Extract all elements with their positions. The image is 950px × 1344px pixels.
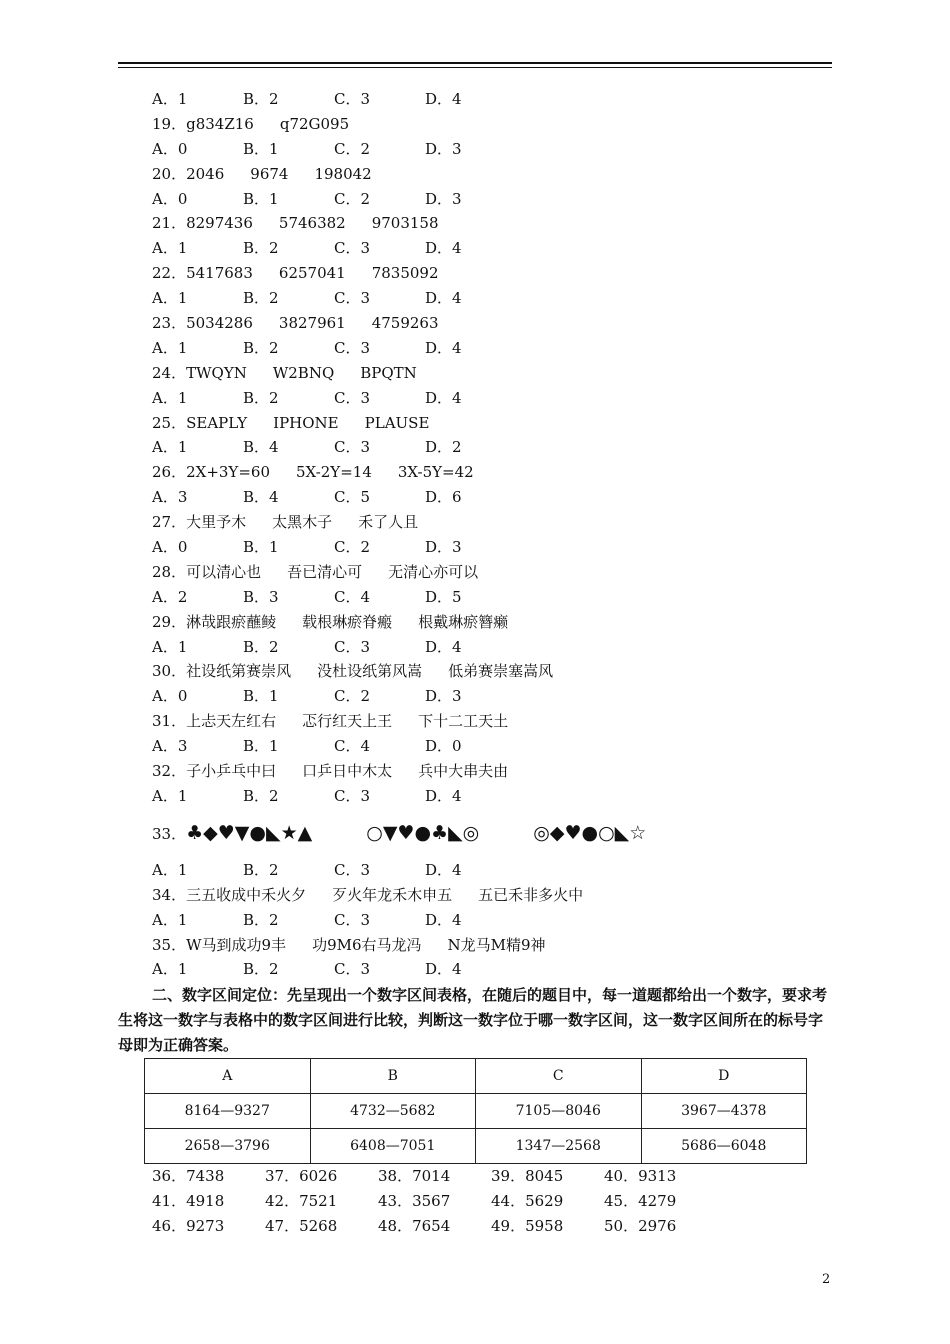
answer-option: D．4 [425, 960, 462, 979]
question-item: W马到成功9丰 [186, 935, 287, 954]
question-number: 29． [152, 612, 187, 631]
answer-options [152, 435, 842, 460]
answer-option: A．1 [152, 239, 188, 258]
section-heading: 二、数字区间定位：先呈现出一个数字区间表格，在随后的题目中，每一道题都给出一个数字，要求考生将这一数字与表格中的数字区间进行比较，判断这一数字位于哪一数字区间，这一数字区间所在的标号字母即为正确答案。 [118, 986, 828, 1054]
number-question: 36．7438 [152, 1167, 225, 1185]
answer-option: B．2 [243, 637, 279, 656]
number-question: 44．5629 [491, 1192, 564, 1210]
question-line [152, 361, 842, 386]
answer-option: A．0 [152, 687, 188, 706]
question-number: 34． [152, 885, 187, 904]
answer-option: B．2 [243, 960, 279, 979]
answer-option: A．1 [152, 786, 188, 805]
question-number: 32． [152, 762, 187, 781]
question-item: BPQTN [360, 363, 417, 382]
question-item: 8297436 [186, 214, 253, 233]
answer-options [152, 87, 842, 112]
number-question: 46．9273 [152, 1217, 225, 1235]
range-table-row [145, 1129, 807, 1164]
answer-option: B．1 [243, 139, 279, 158]
question-item: ◎◆♥●○◣☆ [533, 821, 647, 844]
answer-option: D．4 [425, 388, 462, 407]
answer-options [152, 858, 842, 883]
answer-options [152, 286, 842, 311]
answer-options [152, 485, 842, 510]
question-number: 21． [152, 214, 187, 233]
answer-options [152, 386, 842, 411]
answer-option: D．6 [425, 488, 462, 507]
question-item: 三五收成中禾火夕 [186, 885, 307, 904]
question-number: 22． [152, 264, 187, 283]
question-item: 低弟赛崇塞嵩风 [448, 662, 554, 681]
answer-option: A．1 [152, 338, 188, 357]
answer-option: C．2 [334, 687, 371, 706]
number-question: 37．6026 [265, 1167, 338, 1185]
answer-option: A．0 [152, 189, 188, 208]
range-cell: 5686—6048 [641, 1129, 807, 1164]
answer-option: B．1 [243, 687, 279, 706]
question-item: 大里予木 [186, 513, 247, 532]
answer-option: C．3 [334, 338, 371, 357]
question-line [152, 411, 842, 436]
range-table-row [145, 1094, 807, 1129]
column-header-b: B [310, 1059, 476, 1094]
answer-option: D．4 [425, 637, 462, 656]
question-item: 功9M6右马龙冯 [312, 935, 422, 954]
question-number: 25． [152, 413, 187, 432]
question-item: 9703158 [371, 214, 439, 233]
answer-option: B．4 [243, 438, 279, 457]
answer-options [152, 336, 842, 361]
number-question: 39．8045 [491, 1167, 564, 1185]
answer-option: C．2 [334, 189, 371, 208]
question-item: 兵中大串夫由 [418, 762, 509, 781]
question-item: 社设纸第赛崇风 [186, 662, 292, 681]
answer-option: D．3 [425, 687, 462, 706]
question-item: SEAPLY [186, 413, 248, 432]
question-number: 24． [152, 363, 187, 382]
answer-options [152, 957, 842, 982]
question-item: 根戴琳瘀簪癞 [418, 612, 509, 631]
answer-option: B．2 [243, 239, 279, 258]
answer-option: D．4 [425, 860, 462, 879]
question-line [152, 659, 842, 684]
question-item: q72G095 [279, 114, 350, 133]
answer-option: C．3 [334, 289, 371, 308]
column-header-d: D [641, 1059, 807, 1094]
question-item: 4759263 [371, 314, 439, 333]
answer-option: B．2 [243, 786, 279, 805]
question-line [152, 510, 842, 535]
question-line [152, 709, 842, 734]
question-number: 26． [152, 463, 187, 482]
question-line [152, 112, 842, 137]
answer-option: C．5 [334, 488, 371, 507]
question-item: 可以清心也 [186, 562, 262, 581]
number-question: 48．7654 [378, 1217, 451, 1235]
question-item: 198042 [314, 164, 372, 183]
answer-options [152, 908, 842, 933]
answer-option: A．1 [152, 860, 188, 879]
question-item: 5417683 [186, 264, 253, 283]
range-cell: 2658—3796 [145, 1129, 311, 1164]
answer-option: B．2 [243, 289, 279, 308]
range-cell: 6408—7051 [310, 1129, 476, 1164]
question-item: 下十二工天土 [418, 712, 509, 731]
range-table [144, 1058, 807, 1164]
number-row [152, 1214, 677, 1239]
answer-option: D．4 [425, 786, 462, 805]
number-question: 41．4918 [152, 1192, 225, 1210]
answer-option: A．0 [152, 139, 188, 158]
answer-option: A．1 [152, 438, 188, 457]
answer-option: A．1 [152, 388, 188, 407]
question-item: 2X+3Y=60 [186, 463, 270, 482]
question-number: 33． [152, 824, 187, 843]
question-item: g834Z16 [186, 114, 254, 133]
question-item: 5X-2Y=14 [296, 463, 372, 482]
column-header-a: A [145, 1059, 311, 1094]
answer-option: C．2 [334, 139, 371, 158]
answer-option: C．4 [334, 737, 371, 756]
answer-option: A．1 [152, 90, 188, 108]
question-item: 太黑木子 [272, 513, 333, 532]
answer-option: B．3 [243, 587, 279, 606]
question-number: 35． [152, 935, 187, 954]
range-cell: 8164—9327 [145, 1094, 311, 1129]
answer-options [152, 684, 842, 709]
range-cell: 1347—2568 [476, 1129, 642, 1164]
question-item: ○▼♥●♣◣◎ [366, 821, 480, 844]
number-row [152, 1164, 677, 1189]
answer-options [152, 236, 842, 261]
answer-option: C．3 [334, 637, 371, 656]
question-number: 30． [152, 662, 187, 681]
answer-option: A．3 [152, 488, 188, 507]
range-table-header [145, 1059, 807, 1094]
answer-option: C．2 [334, 538, 371, 557]
answer-option: A．2 [152, 587, 188, 606]
question-item: N龙马M精9神 [447, 935, 546, 954]
question-item: 9674 [250, 164, 289, 183]
question-item: 3X-5Y=42 [397, 463, 474, 482]
answer-option: B．4 [243, 488, 279, 507]
answer-option: C．3 [334, 910, 371, 929]
question-item: 5746382 [278, 214, 346, 233]
question-item: 2046 [186, 164, 225, 183]
question-number: 27． [152, 513, 187, 532]
question-item: 5034286 [186, 314, 253, 333]
question-item: 3827961 [278, 314, 346, 333]
range-cell: 7105—8046 [476, 1094, 642, 1129]
question-item: 6257041 [278, 264, 346, 283]
answer-option: A．0 [152, 538, 188, 557]
question-list [152, 87, 842, 982]
page-number: 2 [822, 1272, 831, 1287]
answer-option: D．3 [425, 139, 462, 158]
answer-option: B．2 [243, 338, 279, 357]
answer-option: D．4 [425, 239, 462, 258]
answer-options [152, 585, 842, 610]
question-item: 忑行红天上王 [302, 712, 393, 731]
question-item: IPHONE [273, 413, 339, 432]
answer-option: B．2 [243, 90, 279, 108]
question-number: 20． [152, 164, 187, 183]
question-item: 五已禾非多火中 [478, 885, 584, 904]
answer-option: A．3 [152, 737, 188, 756]
range-cell: 3967—4378 [641, 1094, 807, 1129]
answer-option: D．2 [425, 438, 462, 457]
answer-option: C．3 [334, 786, 371, 805]
question-item: 禾了人且 [358, 513, 419, 532]
answer-option: B．1 [243, 538, 279, 557]
answer-option: D．4 [425, 338, 462, 357]
answer-option: A．1 [152, 960, 188, 979]
number-row [152, 1189, 677, 1214]
question-item: W2BNQ [272, 363, 335, 382]
answer-option: C．3 [334, 438, 371, 457]
question-line [152, 759, 842, 784]
answer-option: C．3 [334, 90, 371, 108]
question-item: ♣◆♥▼●◣★▲ [186, 821, 313, 844]
question-item: 上忐天左红右 [186, 712, 277, 731]
question-item: 没杜设纸第风嵩 [317, 662, 423, 681]
answer-option: A．1 [152, 910, 188, 929]
question-line [152, 311, 842, 336]
number-question: 42．7521 [265, 1192, 338, 1210]
range-cell: 4732—5682 [310, 1094, 476, 1129]
question-number: 23． [152, 314, 187, 333]
question-item: 7835092 [371, 264, 439, 283]
question-item: 子小乒乓中曰 [186, 762, 277, 781]
answer-option: C．3 [334, 860, 371, 879]
number-question: 43．3567 [378, 1192, 451, 1210]
answer-option: C．3 [334, 239, 371, 258]
question-number: 31． [152, 712, 187, 731]
question-item: 歹火年龙禾木申五 [332, 885, 453, 904]
question-item: 载根琳瘀脊瘢 [302, 612, 393, 631]
question-number: 19． [152, 114, 187, 133]
answer-options [152, 734, 842, 759]
number-question: 47．5268 [265, 1217, 338, 1235]
answer-option: C．4 [334, 587, 371, 606]
answer-options [152, 535, 842, 560]
answer-option: B．1 [243, 189, 279, 208]
answer-option: B．2 [243, 388, 279, 407]
number-question: 40．9313 [604, 1167, 677, 1185]
answer-options [152, 137, 842, 162]
answer-option: A．1 [152, 289, 188, 308]
answer-option: D．4 [425, 90, 462, 108]
answer-options [152, 784, 842, 809]
answer-option: D．5 [425, 587, 462, 606]
answer-option: D．3 [425, 189, 462, 208]
answer-option: D．3 [425, 538, 462, 557]
header-rule [118, 62, 832, 64]
number-question: 50．2976 [604, 1217, 677, 1235]
answer-options [152, 635, 842, 660]
question-line [152, 933, 842, 958]
number-questions [152, 1164, 677, 1239]
answer-option: D．4 [425, 289, 462, 308]
answer-option: C．3 [334, 960, 371, 979]
answer-option: C．3 [334, 388, 371, 407]
question-line [152, 162, 842, 187]
question-item: PLAUSE [364, 413, 430, 432]
number-question: 38．7014 [378, 1167, 451, 1185]
question-line [152, 211, 842, 236]
question-item: 口乒日中木太 [302, 762, 393, 781]
number-question: 45．4279 [604, 1192, 677, 1210]
question-number: 28． [152, 562, 187, 581]
question-line [152, 883, 842, 908]
question-line [152, 809, 842, 858]
question-item: 吾已清心可 [287, 562, 363, 581]
header-rule-thin [118, 67, 832, 68]
answer-option: A．1 [152, 637, 188, 656]
question-item: TWQYN [186, 363, 247, 382]
answer-option: D．0 [425, 737, 462, 756]
question-line [152, 560, 842, 585]
answer-option: B．1 [243, 737, 279, 756]
column-header-c: C [476, 1059, 642, 1094]
answer-option: D．4 [425, 910, 462, 929]
question-item: 无清心亦可以 [388, 562, 479, 581]
question-item: 淋哉跟瘀蘸鲮 [186, 612, 277, 631]
question-line [152, 460, 842, 485]
question-line [152, 261, 842, 286]
answer-options [152, 187, 842, 212]
answer-option: B．2 [243, 860, 279, 879]
question-line [152, 610, 842, 635]
answer-option: B．2 [243, 910, 279, 929]
number-question: 49．5958 [491, 1217, 564, 1235]
